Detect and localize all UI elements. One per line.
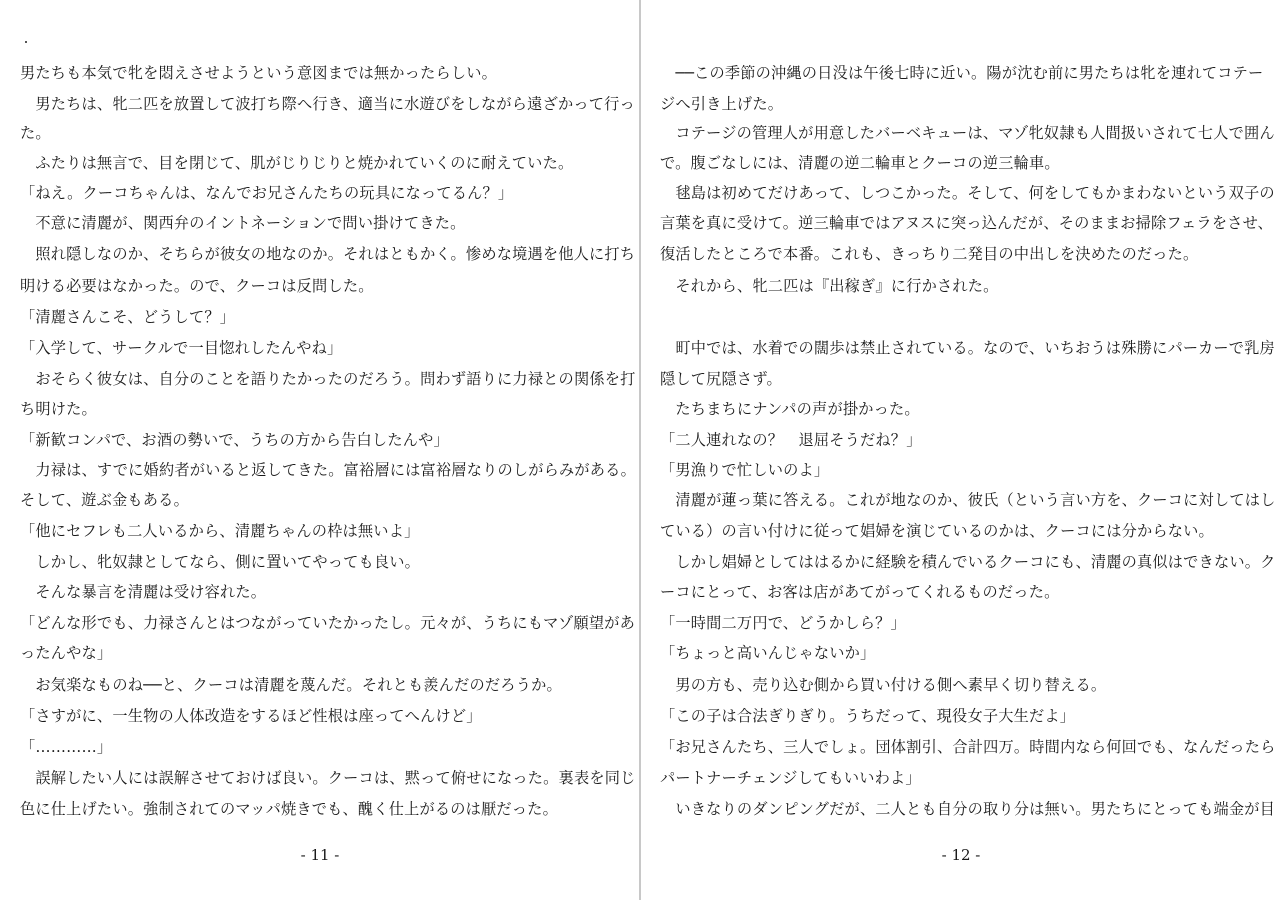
- text-line: しかし、牝奴隷としてなら、側に置いてやっても良い。: [20, 553, 421, 571]
- text-line: 清麗が蓮っ葉に答える。これが地なのか、彼氏（という言い方を、クーコに対してはし: [660, 491, 1276, 509]
- text-line: 「ねえ。クーコちゃんは、なんでお兄さんたちの玩具になってるん？」: [20, 184, 514, 202]
- text-line: 「さすがに、一生物の人体改造をするほど性根は座ってへんけど」: [20, 707, 482, 725]
- text-line: 復活したところで本番。これも、きっちり二発目の中出しを決めたのだった。: [660, 245, 1199, 263]
- text-line: ジへ引き上げた。: [660, 95, 784, 113]
- text-line: 照れ隠しなのか、そちらが彼女の地なのか。それはともかく。惨めな境遇を他人に打ち: [20, 245, 636, 263]
- text-line: パートナーチェンジしてもいいわよ」: [660, 769, 921, 787]
- text-line: 町中では、水着での闊歩は禁止されている。なので、いちおうは殊勝にパーカーで乳房: [660, 339, 1275, 357]
- text-line: 力禄は、すでに婚約者がいると返してきた。富裕層には富裕層なりのしがらみがある。: [20, 461, 636, 479]
- text-line: 不意に清麗が、関西弁のイントネーションで問い掛けてきた。: [20, 214, 466, 232]
- page-number: - 12 -: [941, 846, 981, 864]
- text-line: 「この子は合法ぎりぎり。うちだって、現役女子大生だよ」: [660, 707, 1076, 725]
- text-line: 男たちも本気で牝を悶えさせようという意図までは無かったらしい。: [20, 64, 498, 82]
- page-number: - 11 -: [300, 846, 340, 864]
- text-line: ている）の言い付けに従って娼婦を演じているのかは、クーコには分からない。: [660, 522, 1214, 540]
- text-line: 「…………」: [20, 738, 113, 756]
- text-line: 「清麗さんこそ、どうして？」: [20, 308, 236, 326]
- text-line: 「他にセフレも二人いるから、清麗ちゃんの枠は無いよ」: [20, 522, 420, 540]
- text-line: おそらく彼女は、自分のことを語りたかったのだろう。問わず語りに力禄との関係を打: [20, 370, 636, 388]
- text-line: いきなりのダンピングだが、二人とも自分の取り分は無い。男たちにとっても端金が目: [660, 800, 1276, 818]
- text-line: 男の方も、売り込む側から買い付ける側へ素早く切り替える。: [660, 676, 1107, 694]
- text-line: ち明けた。: [20, 400, 97, 418]
- text-line: たちまちにナンパの声が掛かった。: [660, 400, 920, 418]
- text-line: 「お兄さんたち、三人でしょ。団体割引、合計四万。時間内なら何回でも、なんだったら: [660, 738, 1276, 756]
- page-12: [641, 0, 1280, 900]
- text-line: 「男漁りで忙しいのよ」: [660, 461, 830, 479]
- text-line: で。腹ごなしには、清麗の逆二輪車とクーコの逆三輪車。: [660, 154, 1060, 172]
- text-line: 「一時間二万円で、どうかしら？」: [660, 614, 906, 632]
- text-line: お気楽なものね──と、クーコは清麗を蔑んだ。それとも羨んだのだろうか。: [20, 676, 562, 694]
- text-line: 「入学して、サークルで一目惚れしたんやね」: [20, 339, 343, 357]
- text-line: 隠して尻隠さず。: [660, 370, 782, 388]
- text-line: ──この季節の沖縄の日没は午後七時に近い。陽が沈む前に男たちは牝を連れてコテー: [660, 64, 1264, 82]
- text-line: 色に仕上げたい。強制されてのマッパ焼きでも、醜く仕上がるのは厭だった。: [20, 800, 558, 818]
- text-line: 男たちは、牝二匹を放置して波打ち際へ行き、適当に水遊びをしながら遠ざかって行っ: [20, 95, 635, 113]
- text-line: ったんやな」: [20, 644, 113, 662]
- text-line: そして、遊ぶ金もある。: [20, 491, 189, 509]
- text-line: 明ける必要はなかった。ので、クーコは反問した。: [20, 277, 374, 295]
- text-line: そんな暴言を清麗は受け容れた。: [20, 583, 267, 601]
- text-line: コテージの管理人が用意したバーベキューは、マゾ牝奴隷も人間扱いされて七人で囲ん: [660, 124, 1275, 142]
- text-line: 「ちょっと高いんじゃないか」: [660, 644, 876, 662]
- text-line: 言葉を真に受けて。逆三輪車ではアヌスに突っ込んだが、そのままお掃除フェラをさせ、: [660, 214, 1273, 232]
- text-line: それから、牝二匹は『出稼ぎ』に行かされた。: [660, 277, 999, 295]
- stray-mark: [25, 41, 27, 43]
- text-line: 誤解したい人には誤解させておけば良い。クーコは、黙って俯せになった。裏表を同じ: [20, 769, 636, 787]
- text-line: 毬島は初めてだけあって、しつこかった。そして、何をしてもかまわないという双子の: [660, 184, 1275, 202]
- text-line: しかし娼婦としてははるかに経験を積んでいるクーコにも、清麗の真似はできない。ク: [660, 553, 1276, 571]
- text-line: 「どんな形でも、力禄さんとはつながっていたかったし。元々が、うちにもマゾ願望があ: [20, 614, 636, 632]
- text-line: 「二人連れなの？ 退屈そうだね？」: [660, 431, 922, 449]
- text-line: ーコにとって、お客は店があてがってくれるものだった。: [660, 583, 1060, 601]
- text-line: 「新歓コンパで、お酒の勢いで、うちの方から告白したんや」: [20, 431, 449, 449]
- text-line: た。: [20, 124, 51, 142]
- text-line: ふたりは無言で、目を閉じて、肌がじりじりと焼かれていくのに耐えていた。: [20, 154, 574, 172]
